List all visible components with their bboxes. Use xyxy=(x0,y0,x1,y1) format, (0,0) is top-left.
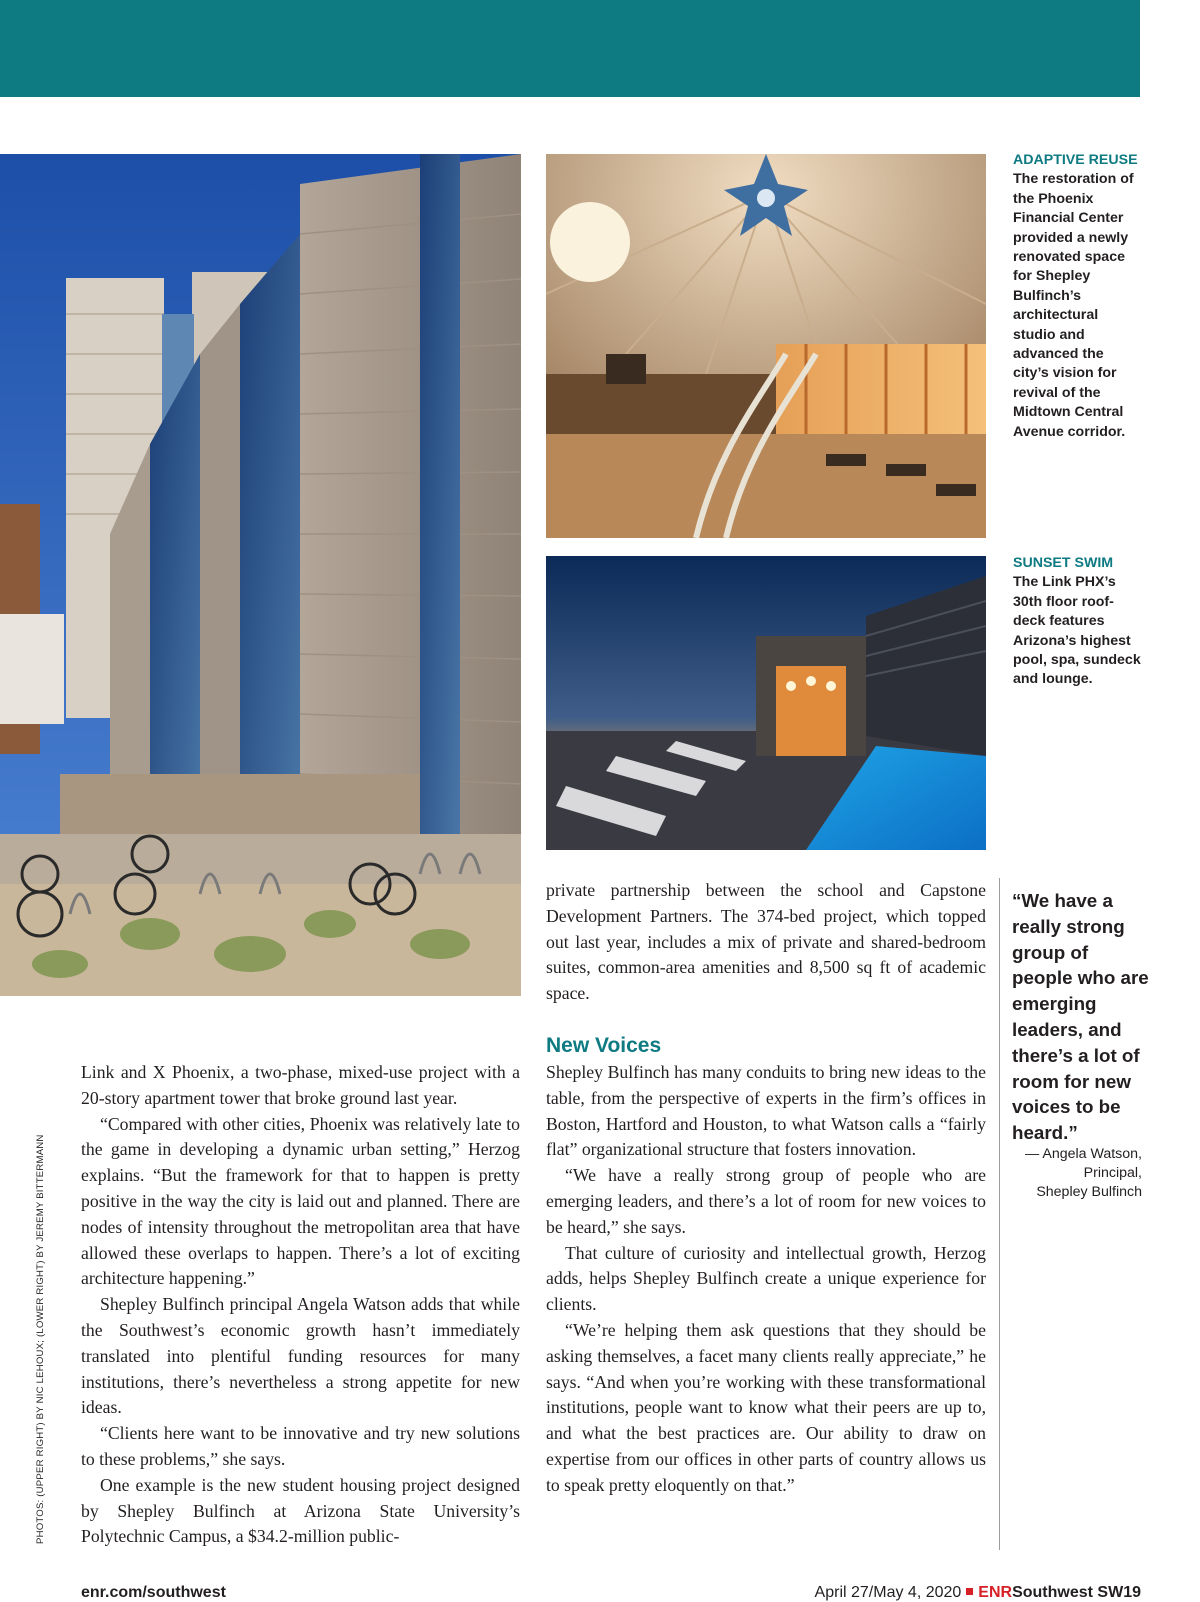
article-paragraph: Shepley Bulfinch principal Angela Watson adds that while the Southwest’s economic growth hasn’t immediately translated into plentiful funding resources for many institutions, there’s nevertheless a strong appetite for new ideas. xyxy=(81,1294,520,1418)
footer-brand: ENR xyxy=(978,1584,1013,1601)
article-paragraph: One example is the new student housing project designed by Shepley Bulfinch at Arizona State University’s Polytechnic Campus, a $34.2-million public- xyxy=(81,1474,520,1547)
footer-date: April 27/May 4, 2020 xyxy=(814,1584,962,1601)
article-column-left xyxy=(81,1060,520,1550)
footer-section: Southwest xyxy=(1012,1584,1093,1601)
red-square-icon xyxy=(966,1588,973,1595)
article-paragraph: private partnership between the school and Capstone Development Partners. The 374-bed project, which topped out last year, includes a mix of private and shared-bedroom suites, common-area amenities and 8,500 sq ft of academic space. xyxy=(546,880,986,1004)
footer-page-number: SW19 xyxy=(1097,1584,1141,1601)
caption-text: The restoration of the Phoenix Financial Center provided a newly renovated space for Shepley Bulfinch’s architectural studio and advanced the city’s vision for revival of the Midtown Central Avenue corridor. xyxy=(1013,171,1134,440)
column-divider xyxy=(999,878,1000,1550)
caption-text: The Link PHX’s 30th floor roof-deck features Arizona’s highest pool, spa, sundeck and lounge. xyxy=(1013,574,1141,688)
article-paragraph: Shepley Bulfinch has many conduits to bring new ideas to the table, from the perspective of experts in the firm’s offices in Boston, Hartford and Houston, to what Watson calls a “fairly flat” organizational structure that fosters innovation. xyxy=(546,1062,986,1160)
caption-kicker: SUNSET SWIM xyxy=(1013,555,1114,571)
article-column-middle-top xyxy=(546,878,986,1007)
article-column-middle-bottom xyxy=(546,1060,986,1499)
article-paragraph: “We’re helping them ask questions that they should be asking themselves, a facet many clients really appreciate,” he says. “And when you’re working with these transformational institutions, people want to know what their peers are up to, and what the best practices are. Our ability to draw on expertise from our offices in other parts of country allows us to speak pretty eloquently on that.” xyxy=(546,1319,986,1495)
rooftop-pool-photo xyxy=(546,556,986,850)
article-paragraph: “We have a really strong group of people who are emerging leaders, and there’s a lot of room for new voices to be heard,” she says. xyxy=(546,1165,986,1237)
section-subhead: New Voices xyxy=(546,1034,662,1057)
photo-caption-sunset-swim xyxy=(1013,554,1143,690)
article-paragraph: “Compared with other cities, Phoenix was relatively late to the game in developing a dynamic urban setting,” Herzog explains. “But the framework for that to happen is pretty positive in the way the city is laid out and planned. There are nodes of intensity throughout the metropolitan area that have allowed these overlaps to happen. There’s a lot of exciting architecture happening.” xyxy=(81,1113,520,1289)
top-color-bar xyxy=(0,0,1140,97)
attribution-name: — Angela Watson, xyxy=(1025,1146,1142,1162)
photo-caption-adaptive-reuse xyxy=(1013,151,1143,442)
article-paragraph: Link and X Phoenix, a two-phase, mixed-use project with a 20-story apartment tower that broke ground last year. xyxy=(81,1062,520,1108)
pull-quote-attribution xyxy=(1005,1145,1142,1203)
photo-credit: PHOTOS: (UPPER RIGHT) BY NIC LEHOUX; (LOWER RIGHT) BY JEREMY BITTERMANN xyxy=(35,1134,46,1544)
attribution-firm: Shepley Bulfinch xyxy=(1036,1184,1142,1201)
building-exterior-photo xyxy=(0,154,521,996)
footer-url-link[interactable]: enr.com/southwest xyxy=(81,1584,226,1601)
article-paragraph: “Clients here want to be innovative and try new solutions to these problems,” she says. xyxy=(81,1423,520,1469)
pull-quote: “We have a really strong group of people who are emerging leaders, and there’s a lot of room for new voices to be heard.” xyxy=(1012,890,1149,1144)
article-paragraph: That culture of curiosity and intellectual growth, Herzog adds, helps Shepley Bulfinch create a unique experience for clients. xyxy=(546,1242,986,1315)
financial-center-interior-photo xyxy=(546,154,986,538)
footer-folio xyxy=(815,1584,1141,1602)
attribution-title: Principal, xyxy=(1083,1165,1142,1182)
caption-kicker: ADAPTIVE REUSE xyxy=(1013,152,1138,168)
